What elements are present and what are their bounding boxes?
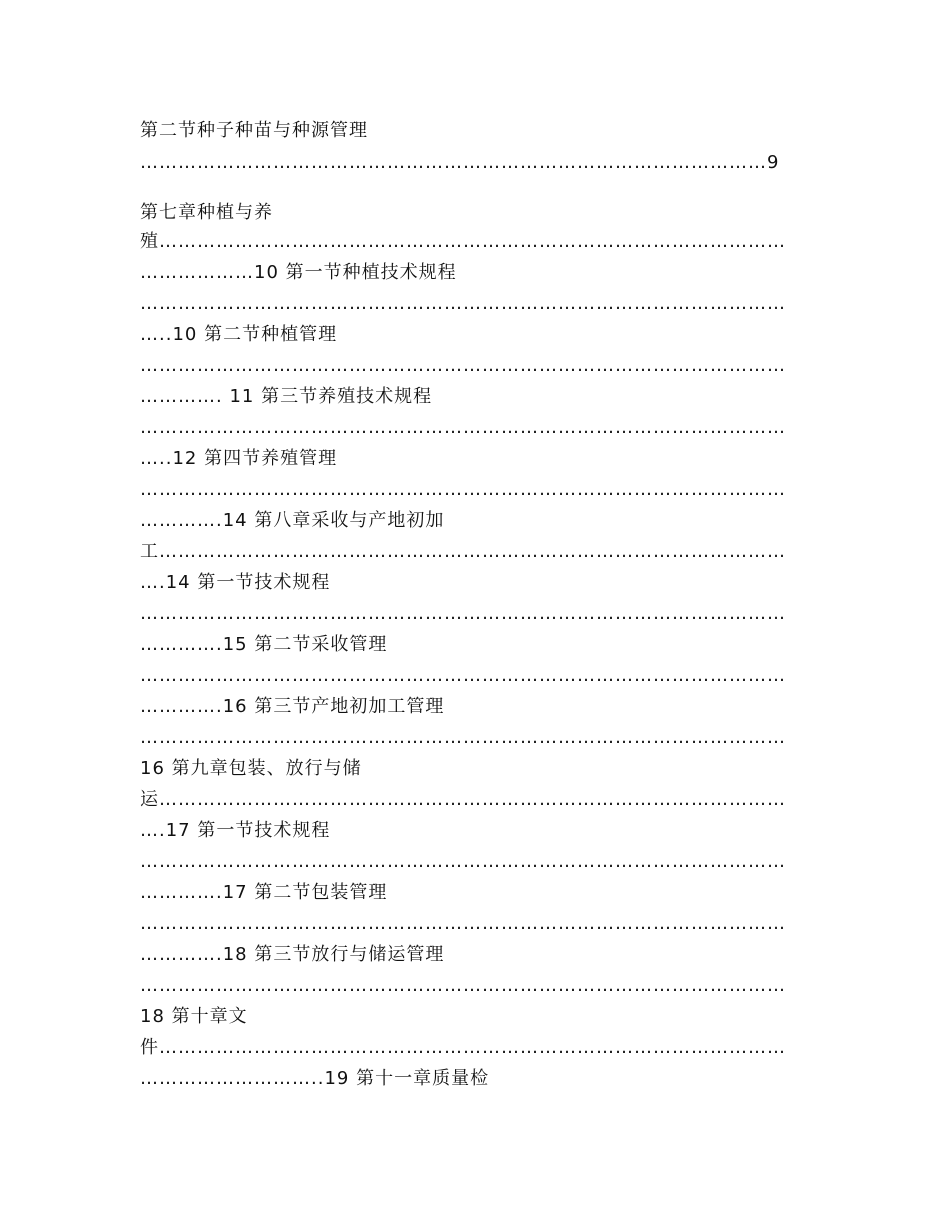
toc-line: ………………………………………………………………………………………9 (140, 152, 780, 173)
toc-line: 运……………………………………………………………………………………… (140, 789, 786, 810)
toc-line: 第七章种植与养 (140, 202, 273, 223)
toc-line: …..12 第四节养殖管理 (140, 448, 338, 469)
toc-line: ………….18 第三节放行与储运管理 (140, 944, 445, 965)
toc-line: ………….17 第二节包装管理 (140, 882, 388, 903)
toc-line: 16 第九章包装、放行与储 (140, 758, 362, 779)
toc-line: …..10 第二节种植管理 (140, 324, 338, 345)
toc-line: ………………………………………………………………………………………… (140, 293, 786, 314)
toc-line: ………………………………………………………………………………………… (140, 851, 786, 872)
toc-line: ….14 第一节技术规程 (140, 572, 331, 593)
toc-line: ………………………………………………………………………………………… (140, 479, 786, 500)
toc-line: ….17 第一节技术规程 (140, 820, 331, 841)
toc-line: ………………………………………………………………………………………… (140, 603, 786, 624)
toc-line: 工……………………………………………………………………………………… (140, 541, 786, 562)
toc-line: ………….16 第三节产地初加工管理 (140, 696, 445, 717)
toc-line: ………………………..19 第十一章质量检 (140, 1068, 490, 1089)
toc-line: ………………………………………………………………………………………… (140, 975, 786, 996)
toc-line: ………………………………………………………………………………………… (140, 417, 786, 438)
toc-line: ………….14 第八章采收与产地初加 (140, 510, 445, 531)
toc-line: 第二节种子种苗与种源管理 (140, 120, 368, 141)
toc-line: 殖……………………………………………………………………………………… (140, 231, 786, 252)
toc-line: 18 第十章文 (140, 1006, 248, 1027)
toc-line: ………………10 第一节种植技术规程 (140, 262, 457, 283)
toc-line: ………………………………………………………………………………………… (140, 727, 786, 748)
toc-line: 件……………………………………………………………………………………… (140, 1037, 786, 1058)
toc-line: …………. 11 第三节养殖技术规程 (140, 386, 433, 407)
toc-line: ………………………………………………………………………………………… (140, 913, 786, 934)
toc-line: ………………………………………………………………………………………… (140, 665, 786, 686)
toc-line: ………….15 第二节采收管理 (140, 634, 388, 655)
toc-line: ………………………………………………………………………………………… (140, 355, 786, 376)
